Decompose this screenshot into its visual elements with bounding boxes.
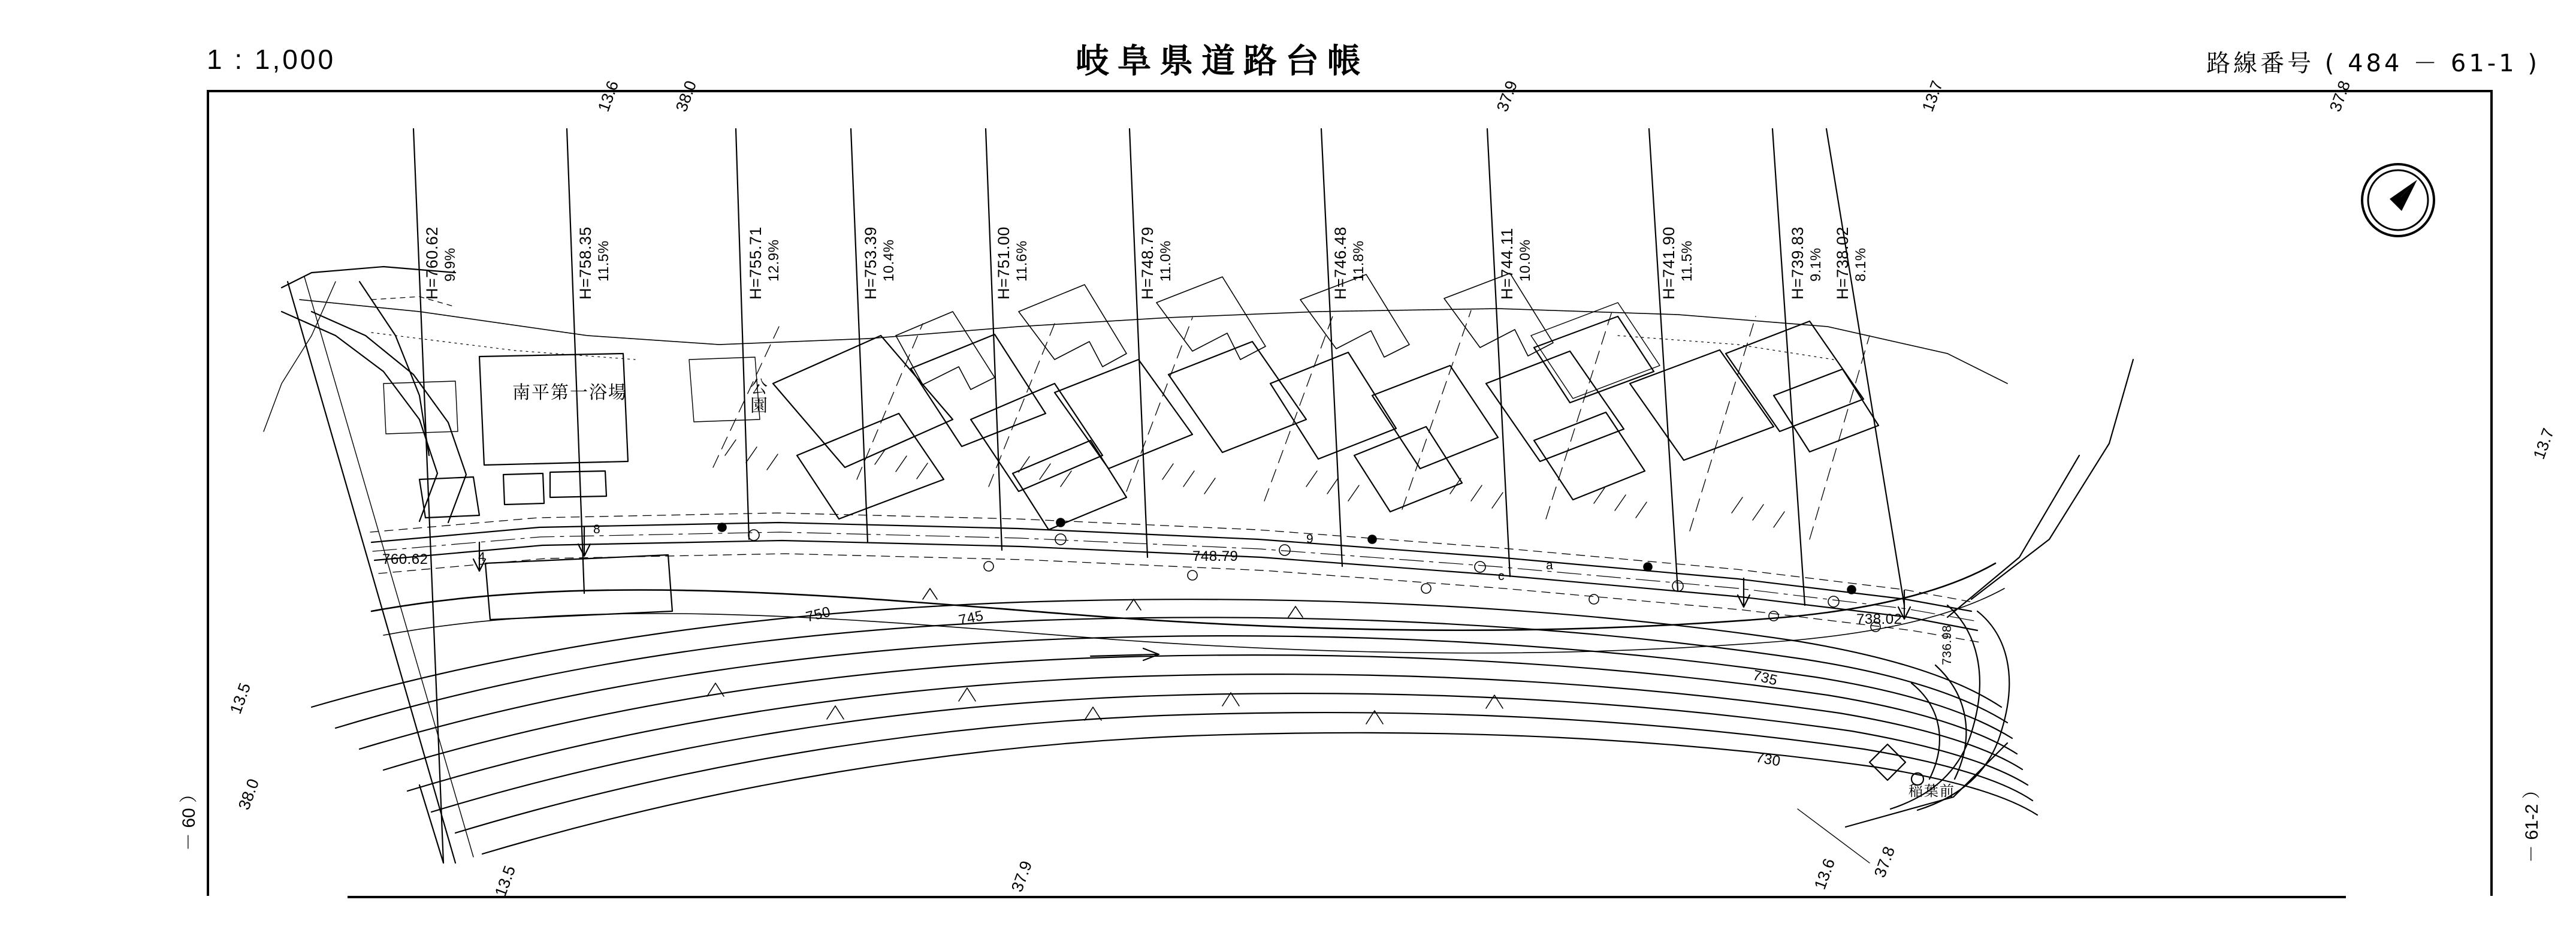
station-height-label: H=744.11 (1498, 228, 1516, 300)
contour-label: 730 (1754, 749, 1782, 770)
station-height-label: H=760.62 (423, 227, 441, 300)
route-number-label: 路線番号 ( 484 － 61-1 ) (2206, 50, 2540, 77)
annotation-label: 4 (478, 550, 486, 564)
annotation-label: c (1498, 569, 1505, 583)
station-height-label: H=748.79 (1138, 227, 1156, 300)
grid-tick-label: 13.6 (1811, 856, 1839, 892)
annotation-label: a (1546, 558, 1554, 572)
annotation-label: 9 (1306, 532, 1314, 546)
grid-tick-label: 38.0 (235, 776, 263, 813)
scale-label: 1 : 1,000 (207, 44, 336, 75)
station-grade-label: 11.5% (1679, 240, 1695, 282)
station-height-label: H=751.00 (995, 227, 1013, 300)
sheet-title: 岐阜県道路台帳 (1076, 42, 1369, 81)
spot-height-label: 760.62 (382, 551, 428, 567)
north-arrow-icon (2360, 162, 2436, 238)
grid-tick-label: 13.5 (227, 680, 255, 717)
station-grade-label: 9.1% (1808, 247, 1824, 282)
grid-tick-label: 37.9 (1493, 78, 1521, 114)
drawing-frame (207, 90, 2493, 896)
building-label-park: 公園 (748, 378, 768, 415)
grid-tick-label: 13.7 (1919, 78, 1947, 114)
station-grade-label: 8.1% (1853, 247, 1869, 282)
building-label-nanpei-bath: 南平第一浴場 (512, 382, 627, 403)
grid-tick-label: 37.9 (1008, 858, 1036, 895)
station-grade-label: 11.0% (1158, 240, 1174, 282)
sheet-index-right: － 61-2 ） (2522, 781, 2542, 863)
sheet-index-left: － 60 ） (179, 784, 199, 851)
station-height-label: H=739.83 (1789, 227, 1807, 300)
station-height-label: H=741.90 (1660, 227, 1678, 300)
station-grade-label: 11.8% (1351, 240, 1367, 282)
grid-tick-label: 37.8 (1871, 844, 1899, 880)
station-grade-label: 10.4% (881, 239, 897, 282)
spot-height-label: 738.02 (1856, 611, 1902, 627)
station-grade-label: 12.9% (766, 239, 782, 282)
station-height-label: H=738.02 (1834, 227, 1852, 300)
spot-height-label: 736.98 (1940, 624, 1954, 665)
station-grade-label: 10.0% (1517, 239, 1533, 282)
grid-tick-label: 37.8 (2326, 78, 2354, 114)
station-grade-label: 11.6% (1014, 240, 1030, 282)
contour-label: 735 (1751, 667, 1780, 689)
drawing-frame-bottom-rule (348, 896, 2346, 898)
station-height-label: H=746.48 (1331, 227, 1349, 300)
building-label-inabamae: 稲葉前 (1908, 783, 1955, 799)
grid-tick-label: 38.0 (672, 78, 700, 114)
contour-label: 750 (804, 603, 833, 626)
grid-tick-label: 13.5 (491, 863, 520, 899)
contour-label: 745 (957, 607, 985, 629)
spot-height-label: 748.79 (1192, 548, 1239, 564)
grid-tick-label: 13.6 (594, 78, 623, 114)
station-height-label: H=753.39 (862, 227, 880, 300)
station-height-label: H=758.35 (576, 227, 594, 300)
grid-tick-label: 13.7 (2530, 425, 2558, 462)
annotation-label: 8 (593, 523, 601, 536)
station-grade-label: 11.5% (596, 240, 612, 282)
station-height-label: H=755.71 (747, 227, 765, 300)
station-grade-label: 9.9% (442, 247, 458, 282)
